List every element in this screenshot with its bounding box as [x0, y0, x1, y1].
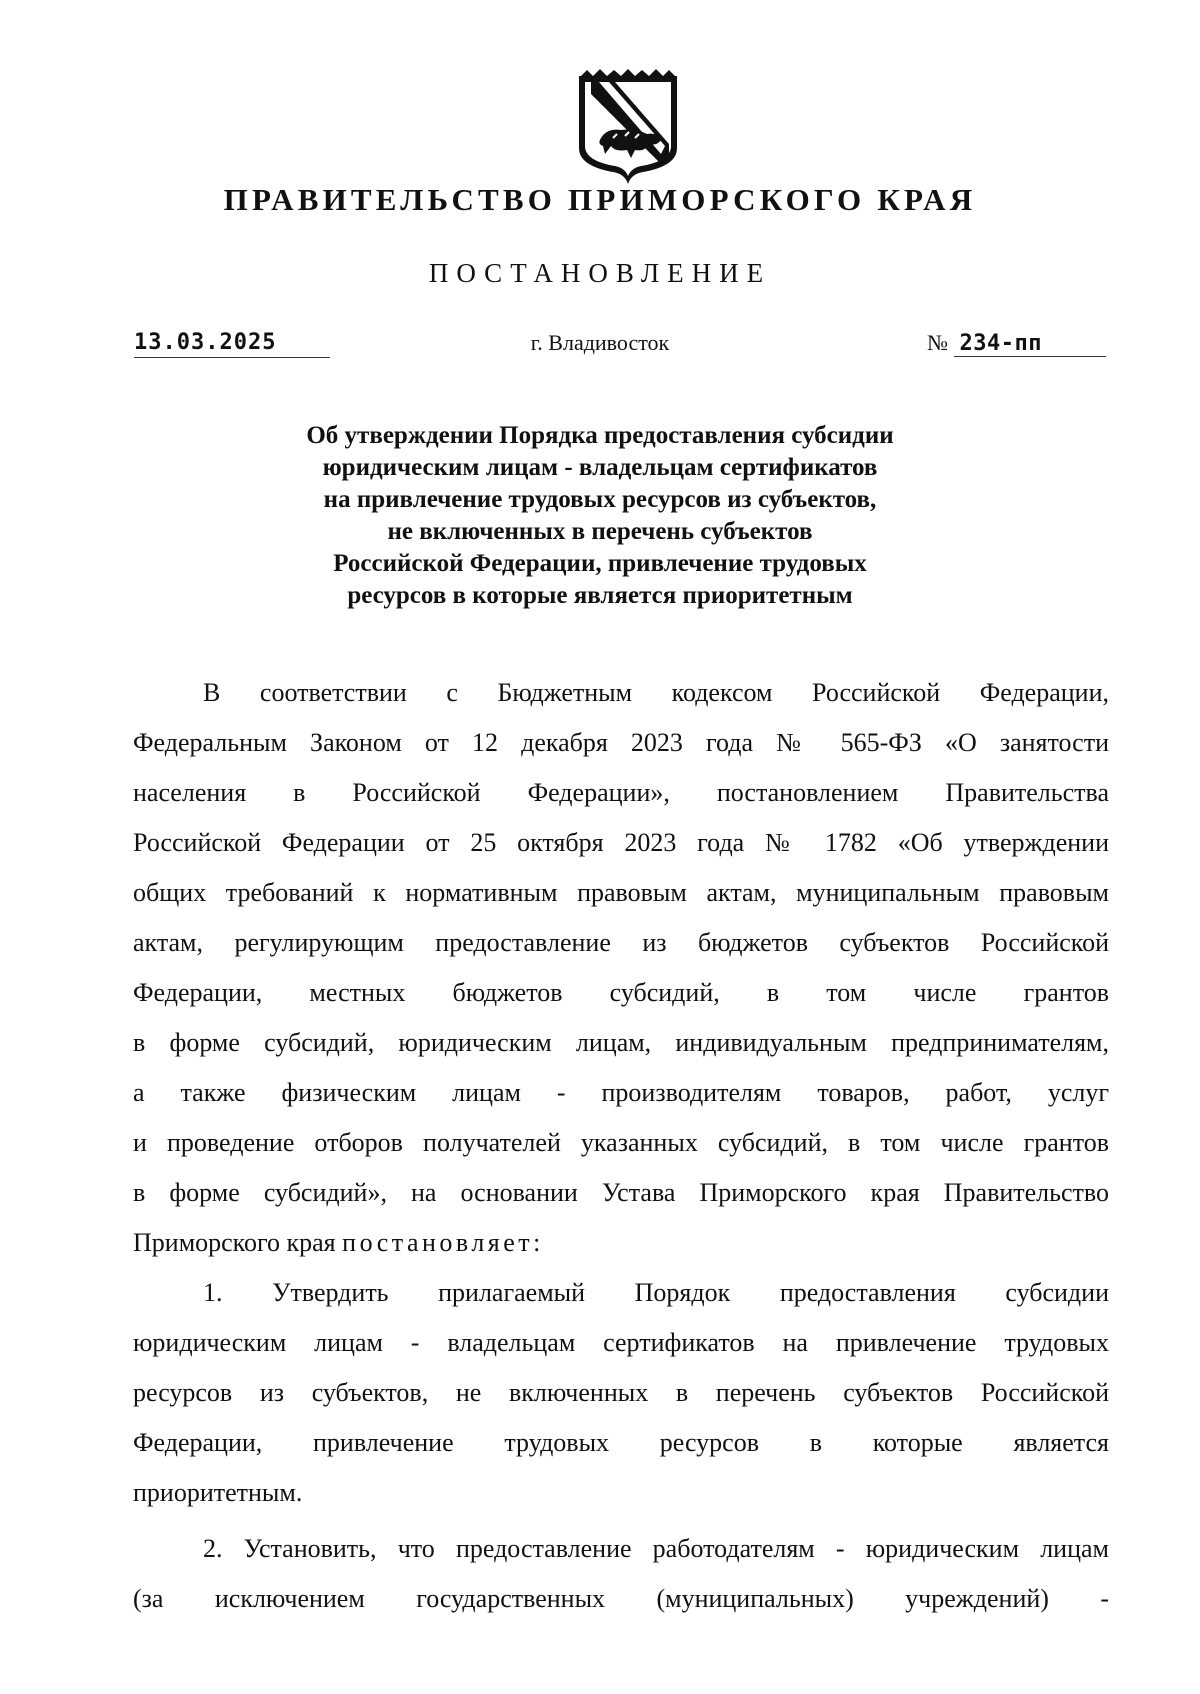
body-line	[133, 1218, 1109, 1268]
body-line: (за исключением государственных (муниципальных) учреждений) -	[133, 1584, 1109, 1613]
subject-line: на привлечение трудовых ресурсов из субъектов,	[323, 486, 877, 513]
body-line: ресурсов из субъектов, не включенных в перечень субъектов Российской	[133, 1378, 1109, 1407]
body-line: и проведение отборов получателей указанных субсидий, в том числе грантов	[133, 1128, 1109, 1157]
body-line: 2. Установить, что предоставление работодателям - юридическим лицам	[203, 1534, 1109, 1563]
subject-line: Об утверждении Порядка предоставления субсидии	[306, 422, 894, 449]
body-line: а также физическим лицам - производителям товаров, работ, услуг	[133, 1078, 1109, 1107]
body-line: Федерации, местных бюджетов субсидий, в том числе грантов	[133, 978, 1109, 1007]
document-type: ПОСТАНОВЛЕНИЕ	[428, 258, 772, 288]
resolves-word: постановляет:	[342, 1228, 544, 1257]
body-line: Федерации, привлечение трудовых ресурсов в которые является	[133, 1428, 1109, 1457]
document-date: 13.03.2025	[134, 330, 330, 358]
document-number: 234-пп	[954, 331, 1106, 357]
body-line: в форме субсидий, юридическим лицам, индивидуальным предпринимателям,	[133, 1028, 1109, 1057]
document-city: г. Владивосток	[530, 330, 670, 355]
document-subject	[200, 420, 1000, 612]
subject-line: Российской Федерации, привлечение трудовых	[333, 550, 867, 577]
document-meta-row	[0, 330, 1200, 366]
item-2-paragraph	[133, 1524, 1109, 1624]
subject-line: не включенных в перечень субъектов	[387, 518, 813, 545]
coat-of-arms-icon	[573, 68, 683, 186]
document-body	[133, 668, 1109, 1624]
item-1-paragraph	[133, 1268, 1109, 1518]
body-line: приоритетным.	[133, 1478, 303, 1507]
body-line: актам, регулирующим предоставление из бюджетов субъектов Российской	[133, 928, 1109, 957]
body-line: В соответствии с Бюджетным кодексом Российской Федерации,	[203, 678, 1109, 707]
body-line: Российской Федерации от 25 октября 2023 года № 1782 «Об утверждении	[133, 828, 1109, 857]
subject-line: юридическим лицам - владельцам сертификатов	[322, 454, 878, 481]
preamble-paragraph	[133, 668, 1109, 1268]
body-line: 1. Утвердить прилагаемый Порядок предоставления субсидии	[203, 1278, 1109, 1307]
body-line: населения в Российской Федерации», постановлением Правительства	[133, 778, 1109, 807]
body-line: Федеральным Законом от 12 декабря 2023 года № 565-ФЗ «О занятости	[133, 728, 1109, 757]
body-line: в форме субсидий», на основании Устава Приморского края Правительство	[133, 1178, 1109, 1207]
subject-line: ресурсов в которые является приоритетным	[347, 582, 853, 609]
body-line: общих требований к нормативным правовым актам, муниципальным правовым	[133, 878, 1109, 907]
document-number-field	[927, 330, 1106, 357]
body-line: юридическим лицам - владельцам сертификатов на привлечение трудовых	[133, 1328, 1109, 1357]
number-label: №	[927, 330, 948, 355]
preamble-last-text: Приморского края	[133, 1228, 336, 1257]
government-title: ПРАВИТЕЛЬСТВО ПРИМОРСКОГО КРАЯ	[223, 182, 977, 217]
